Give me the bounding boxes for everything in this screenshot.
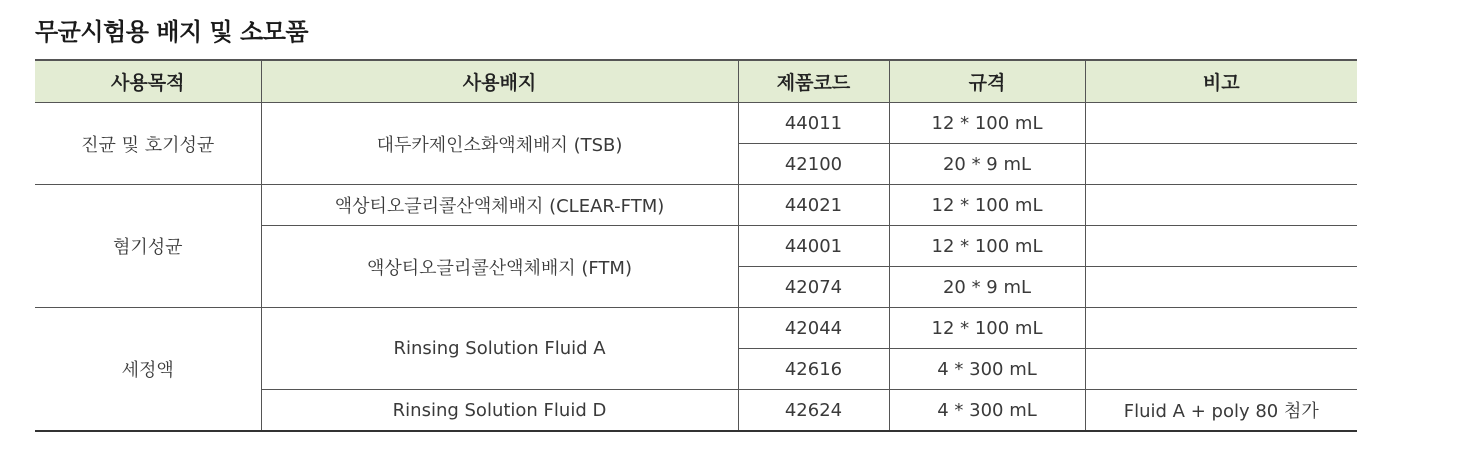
spec-cell: 12 * 100 mL xyxy=(889,226,1085,267)
table-header-row xyxy=(35,60,1357,103)
table-row xyxy=(35,185,1357,226)
code-cell: 44001 xyxy=(738,226,889,267)
spec-cell: 12 * 100 mL xyxy=(889,185,1085,226)
media-cell: 액상티오글리콜산액체배지 (CLEAR-FTM) xyxy=(261,185,738,226)
spec-cell: 12 * 100 mL xyxy=(889,103,1085,144)
table-row xyxy=(35,103,1357,144)
page-title: 무균시험용 배지 및 소모품 xyxy=(35,18,309,46)
purpose-cell: 진균 및 호기성균 xyxy=(35,103,261,185)
code-cell: 42044 xyxy=(738,308,889,349)
code-cell: 42074 xyxy=(738,267,889,308)
purpose-cell: 세정액 xyxy=(35,308,261,432)
media-cell: Rinsing Solution Fluid A xyxy=(261,308,738,390)
note-cell: Fluid A + poly 80 첨가 xyxy=(1085,390,1357,432)
header-product-code: 제품코드 xyxy=(738,60,889,103)
code-cell: 44011 xyxy=(738,103,889,144)
spec-cell: 4 * 300 mL xyxy=(889,349,1085,390)
header-media: 사용배지 xyxy=(261,60,738,103)
code-cell: 42616 xyxy=(738,349,889,390)
note-cell xyxy=(1085,308,1357,349)
note-cell xyxy=(1085,185,1357,226)
note-cell xyxy=(1085,226,1357,267)
code-cell: 42624 xyxy=(738,390,889,432)
purpose-cell: 혐기성균 xyxy=(35,185,261,308)
spec-cell: 20 * 9 mL xyxy=(889,144,1085,185)
code-cell: 42100 xyxy=(738,144,889,185)
note-cell xyxy=(1085,103,1357,144)
media-cell: 대두카제인소화액체배지 (TSB) xyxy=(261,103,738,185)
header-note: 비고 xyxy=(1085,60,1357,103)
spec-cell: 20 * 9 mL xyxy=(889,267,1085,308)
media-table xyxy=(35,59,1357,432)
note-cell xyxy=(1085,267,1357,308)
header-purpose: 사용목적 xyxy=(35,60,261,103)
header-spec: 규격 xyxy=(889,60,1085,103)
note-cell xyxy=(1085,349,1357,390)
media-cell: 액상티오글리콜산액체배지 (FTM) xyxy=(261,226,738,308)
spec-cell: 4 * 300 mL xyxy=(889,390,1085,432)
table-row xyxy=(35,308,1357,349)
code-cell: 44021 xyxy=(738,185,889,226)
note-cell xyxy=(1085,144,1357,185)
spec-cell: 12 * 100 mL xyxy=(889,308,1085,349)
media-cell: Rinsing Solution Fluid D xyxy=(261,390,738,432)
